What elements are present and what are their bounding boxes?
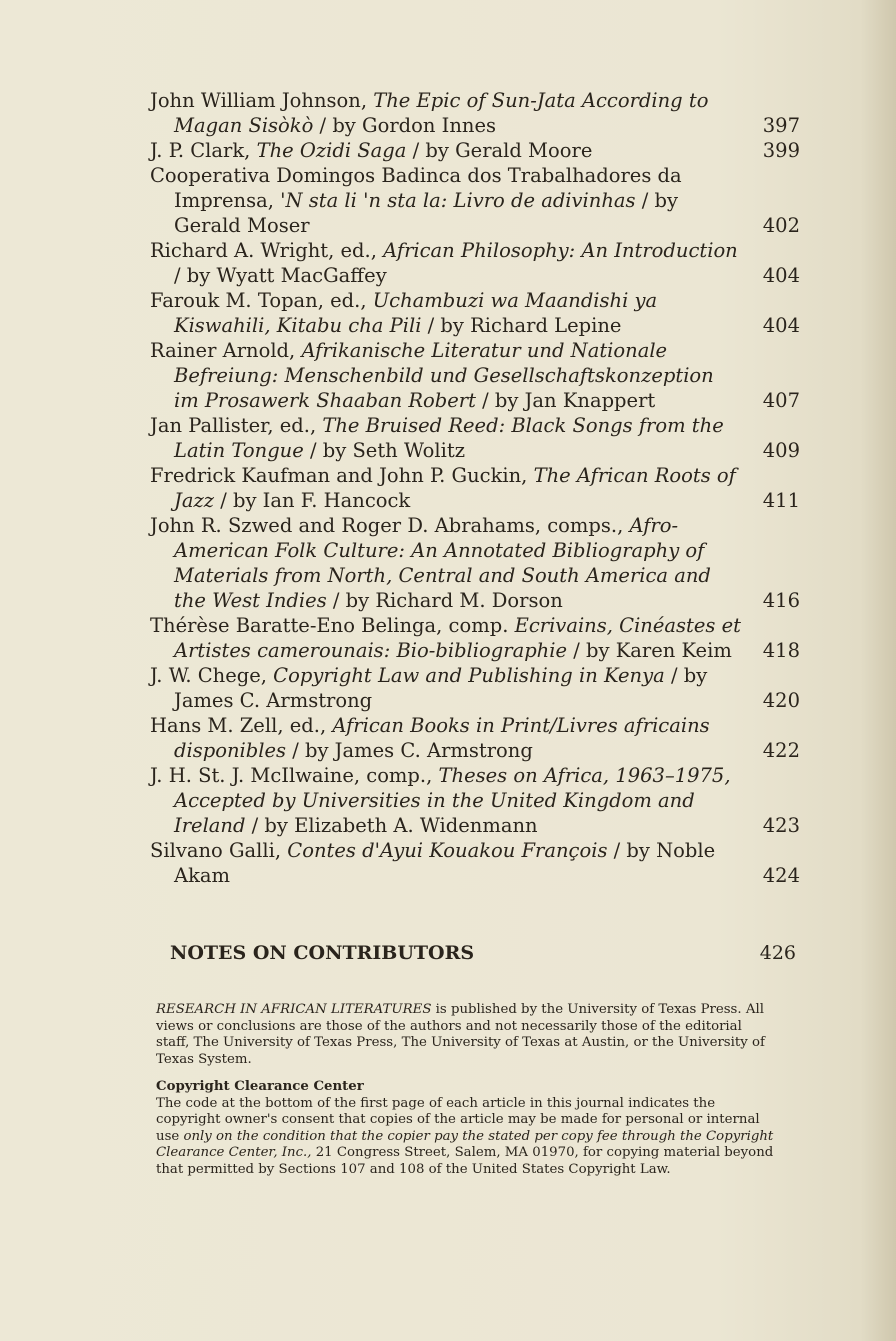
entry-reviewer: / by Richard Lepine [421,314,622,337]
notes-page-number: 426 [759,942,796,964]
entry-author: John R. Szwed and Roger D. Abrahams, comps., [150,514,630,537]
entry-title: 'N sta li 'n sta la: Livro de adivinhas [280,189,636,212]
entry-page-number: 420 [762,689,800,712]
entry-author: J. H. St. J. McIlwaine, comp., [150,764,439,787]
entry-author: Farouk M. Topan, ed., [150,289,373,312]
entry-page-number: 416 [762,589,800,612]
copyright-paragraph [156,1096,776,1179]
entry-title: African Books in Print/Livres africains disponibles [174,714,710,762]
notes-on-contributors [170,940,796,966]
entry-reviewer: / by Karen Keim [567,639,732,662]
entry-page-number: 423 [762,814,800,837]
toc-entry [150,288,800,338]
entry-author: John William Johnson, [150,89,374,112]
entry-reviewer: / by James C. Armstrong [174,664,708,712]
copyright-text-2: 21 Congress Street, Salem, MA 01970, for copying material beyond that permitted by Sections 107 and 108 of the United States Copyright Law. [156,1145,774,1177]
toc-entry [150,338,800,413]
entry-author: Thérèse Baratte-Eno Belinga, comp. [150,614,515,637]
entry-page-number: 404 [762,314,800,337]
publisher-text: is published by the University of Texas Press. All views or conclusions are those of the authors and not necessarily those of the editorial staff, The University of Texas Press, The University of Texas at Austin, or the University of Texas System. [156,1002,765,1067]
entry-author: Jan Pallister, ed., [150,414,323,437]
toc-entry [150,138,800,163]
entry-title: The Bruised Reed: Black Songs from the Latin Tongue [174,414,724,462]
entry-author: Richard A. Wright, ed., [150,239,384,262]
toc-entry [150,463,800,513]
entry-author: Rainer Arnold, [150,339,302,362]
entry-title: Ecrivains, Cinéastes et Artistes camerounais: Bio-bibliographie [174,614,741,662]
journal-title: RESEARCH IN AFRICAN LITERATURES [156,1002,432,1017]
publisher-paragraph [156,1002,776,1068]
entry-page-number: 407 [762,389,800,412]
entry-title: African Philosophy: An Introduction [383,239,738,262]
entry-author: Fredrick Kaufman and John P. Guckin, [150,464,534,487]
copyright-text-italic: only on the condition that the copier pay the stated per copy fee through the Copyright Clearance Center, Inc., [156,1128,774,1160]
entry-page-number: 399 [762,139,800,162]
copyright-text-1: The code at the bottom of the first page of each article in this journal indicates the copyright owner's consent that copies of the article may be made for personal or internal use [156,1095,760,1144]
entry-page-number: 418 [762,639,800,662]
toc-entry [150,838,800,888]
entry-title: Uchambuzi wa Maandishi ya Kiswahili, Kitabu cha Pili [174,289,658,337]
entry-title: Afro-American Folk Culture: An Annotated Bibliography of Materials from North, Central and South America and the West Indies [174,514,711,612]
entry-author: Silvano Galli, [150,839,288,862]
toc-entry [150,413,800,463]
entry-author: Cooperativa Domingos Badinca dos Trabalhadores da Imprensa, [150,164,682,212]
entry-page-number: 411 [762,489,800,512]
entry-reviewer: / by Gordon Innes [313,114,497,137]
entry-reviewer: / by Seth Wolitz [303,439,465,462]
entry-title: Contes d'Ayui Kouakou François [287,839,608,862]
toc-entry [150,513,800,613]
entry-title: The Epic of Sun-Jata According to Magan Sisòkò [174,89,709,137]
entry-title: Copyright Law and Publishing in Kenya [273,664,665,687]
toc-entry [150,613,800,663]
entry-page-number: 424 [762,864,800,887]
entry-page-number: 404 [762,264,800,287]
toc-entry [150,238,800,288]
entry-title: Theses on Africa, 1963–1975, Accepted by Universities in the United Kingdom and Ireland [174,764,731,837]
entry-reviewer: / by Wyatt MacGaffey [174,264,387,287]
entry-page-number: 402 [762,214,800,237]
entry-title: The Ozidi Saga [256,139,407,162]
toc-entry [150,88,800,138]
entry-page-number: 397 [762,114,800,137]
table-of-contents [150,88,800,888]
toc-entry [150,763,800,838]
entry-page-number: 422 [762,739,800,762]
toc-entry [150,163,800,238]
entry-author: Hans M. Zell, ed., [150,714,333,737]
copyright-heading: Copyright Clearance Center [156,1079,364,1094]
entry-author: J. P. Clark, [150,139,257,162]
entry-reviewer: / by Jan Knappert [475,389,656,412]
notes-label: NOTES ON CONTRIBUTORS [170,942,475,964]
entry-reviewer: / by Noble Akam [174,839,716,887]
entry-reviewer: / by James C. Armstrong [286,739,533,762]
entry-title: The African Roots of Jazz [174,464,736,512]
toc-entry [150,713,800,763]
entry-reviewer: / by Richard M. Dorson [326,589,563,612]
entry-author: J. W. Chege, [150,664,274,687]
entry-reviewer: / by Ian F. Hancock [214,489,411,512]
toc-entry [150,663,800,713]
entry-reviewer: / by Gerald Moore [406,139,593,162]
entry-title: Afrikanische Literatur und Nationale Befreiung: Menschenbild und Gesellschaftskonzeption im Prosawerk Shaaban Robert [174,339,714,412]
entry-reviewer: / by Gerald Moser [174,189,679,237]
entry-page-number: 409 [762,439,800,462]
publisher-notice [156,1002,776,1178]
entry-reviewer: / by Elizabeth A. Widenmann [245,814,538,837]
